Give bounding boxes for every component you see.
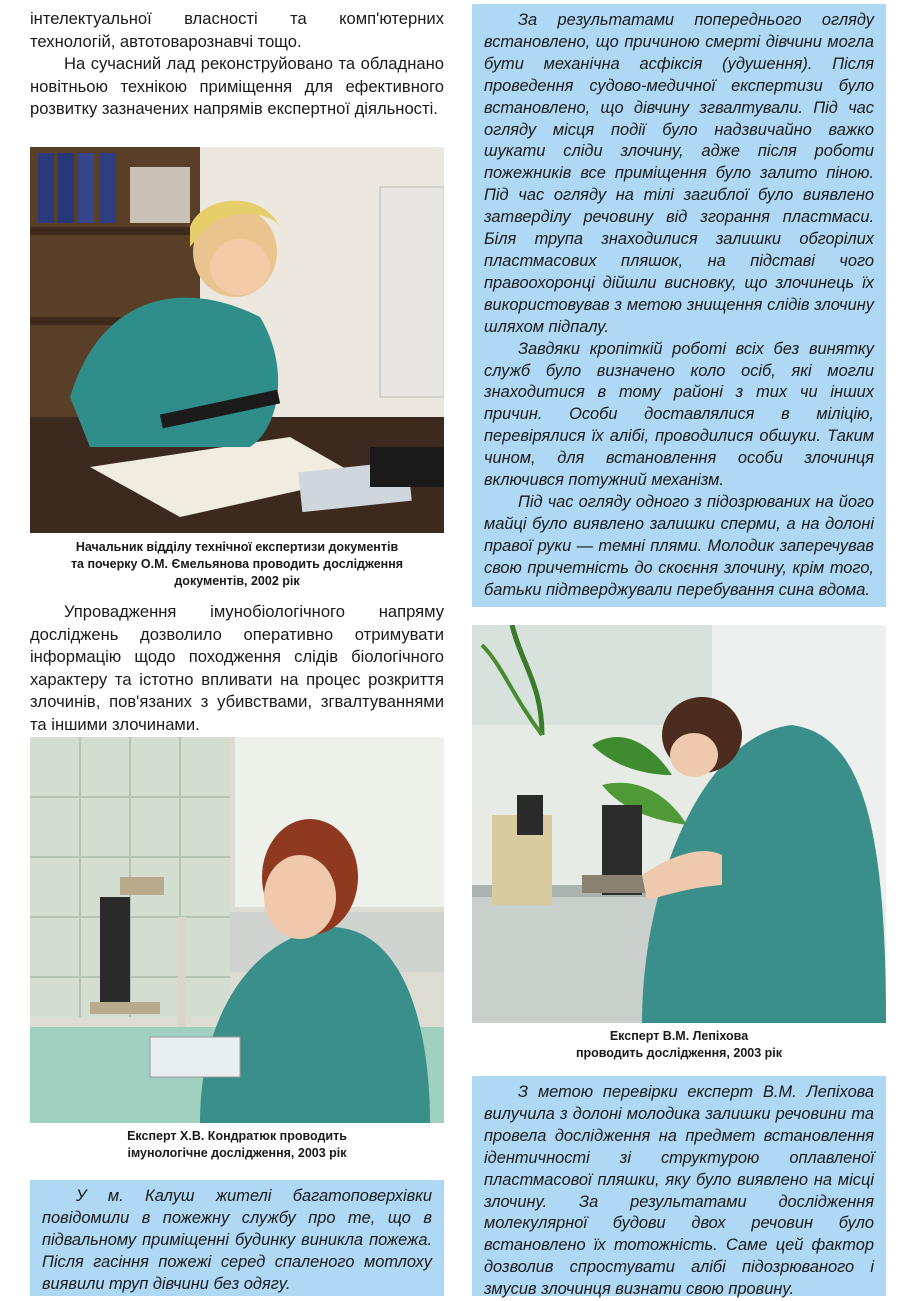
photo-document-expert-image: [30, 147, 444, 533]
photo-microscope-expert: [472, 625, 886, 1023]
photo-immunology-expert-image: [30, 737, 444, 1123]
case-resolution-box: [472, 1076, 886, 1299]
caption-line: Експерт Х.В. Кондратюк проводить: [127, 1129, 347, 1143]
caption-line: проводить дослідження, 2003 рік: [575, 1046, 783, 1060]
paragraph-continued: інтелектуальної власності та комп'ютерних технологій, автотоварознавчі тощо.: [30, 9, 444, 51]
photo-document-expert: [30, 147, 444, 533]
paragraph-renovation: На сучасний лад реконструйовано та обладнано новітньою технікою приміщення для ефективного розвитку зазначених напрямів експертної діяльності.: [30, 54, 444, 118]
case-intro-box: [30, 1180, 444, 1296]
photo-document-expert-caption: [30, 539, 444, 590]
photo-immunology-expert: [30, 737, 444, 1123]
left-column: [30, 8, 444, 121]
photo-microscope-expert-image: [472, 625, 886, 1023]
case-investigation-p1: За результатами попереднього огляду встановлено, що причиною смерті дівчини могла бути механічна асфіксія (удушення). Після проведення судово-медичної експертизи було встановлено, що дівчину згвалтували. Під час огляду місця події було надзвичайно важко шукати сліди злочину, адже після роботи пожежників все приміщення було залито піною. Під час огляду на тілі загиблої було виявлено затверділу речовину від згорання пластмаси. Біля трупа знаходилися залишки обгорілих пластмасових пляшок, на підставі чого правоохоронці дійшли висновку, що злочинець їх використовував з метою знищення слідів злочину шляхом підпалу.: [484, 11, 874, 336]
left-middle-text: [30, 601, 444, 736]
case-investigation-p3: Під час огляду одного з підозрюваних на його майці було виявлено залишки сперми, а на долоні правої руки — темні плями. Молодик заперечував свою причетність до скоєння злочину, крім того, батьки підтверджували перебування сина вдома.: [484, 492, 874, 599]
photo-immunology-expert-caption: [30, 1128, 444, 1162]
paragraph-immunobiology: Упровадження імунобіологічного напряму досліджень дозволило оперативно отримувати інформацію щодо походження слідів біологічного характеру та істотно впливати на процес розкриття злочинів, пов'язаних з убивствами, згвалтуваннями та іншими злочинами.: [30, 602, 444, 734]
photo-microscope-expert-caption: [472, 1028, 886, 1062]
case-resolution-text: З метою перевірки експерт В.М. Лепіхова вилучила з долоні молодика залишки речовини та провела дослідження на предмет встановлення ідентичності зі структурою оплавленої пластмасової пляшки, яку було виявлено на місці злочину. За результатами дослідження молекулярної будови двох речовин було встановлено їх тотожність. Саме цей фактор дозволив спростувати алібі підозрюваного і змусив злочинця визнати свою провину.: [484, 1083, 874, 1299]
caption-line: Експерт В.М. Лепіхова: [609, 1029, 749, 1043]
case-investigation-box: [472, 4, 886, 607]
caption-line: Начальник відділу технічної експертизи документів: [75, 540, 399, 554]
caption-line: імунологічне дослідження, 2003 рік: [127, 1146, 347, 1160]
case-intro-text: У м. Калуш жителі багатоповерхівки повідомили в пожежну службу про те, що в підвальному приміщенні будинку виникла пожежа. Після гасіння пожежі серед спаленого мотлоху виявили труп дівчини без одягу.: [42, 1187, 432, 1293]
case-investigation-p2: Завдяки кропіткій роботі всіх без винятку служб було визначено коло осіб, які могли знаходитися в тому районі з тих чи інших причин. Особи доставлялися в міліцію, перевірялися їх алібі, проводилися обшуки. Таким чином, для встановлення особи злочинця включився потужний механізм.: [484, 339, 874, 490]
caption-line: документів, 2002 рік: [174, 574, 300, 588]
caption-line: та почерку О.М. Ємельянова проводить дослідження: [70, 557, 404, 571]
